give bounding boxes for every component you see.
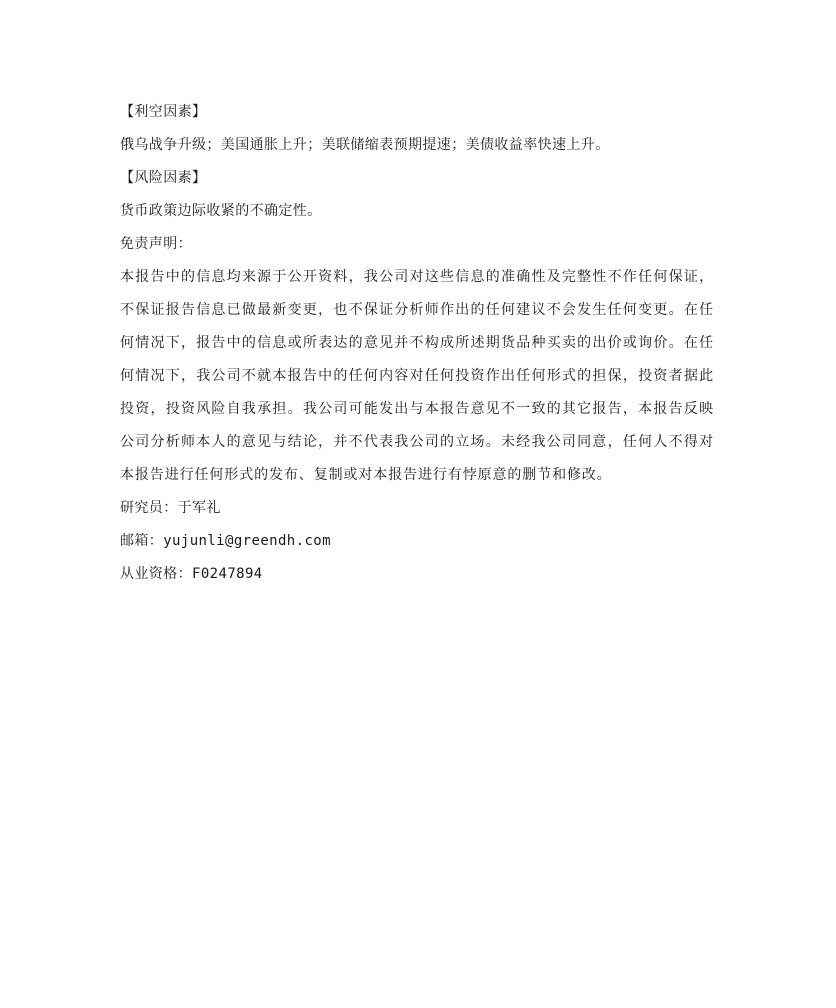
researcher-name: 于军礼: [177, 500, 221, 516]
disclaimer-heading: 免责声明：: [120, 236, 192, 252]
risk-factors-text: 货币政策边际收紧的不确定性。: [120, 203, 322, 219]
email-value: yujunli@greendh.com: [163, 533, 331, 549]
report-footer-content: [120, 96, 720, 591]
researcher-label: 研究员：: [120, 500, 178, 516]
disclaimer-text: 本报告中的信息均来源于公开资料，我公司对这些信息的准确性及完整性不作任何保证，不保证报告信息已做最新变更，也不保证分析师作出的任何建议不会发生任何变更。在任何情况下，报告中的信息或所表达的意见并不构成所述期货品种买卖的出价或询价。在任何情况下，我公司不就本报告中的任何内容对任何投资作出任何形式的担保，投资者据此投资，投资风险自我承担。我公司可能发出与本报告意见不一致的其它报告，本报告反映公司分析师本人的意见与结论，并不代表我公司的立场。未经我公司同意，任何人不得对本报告进行任何形式的发布、复制或对本报告进行有悖原意的删节和修改。: [120, 269, 714, 483]
researcher-line: [120, 492, 720, 525]
risk-factors-heading: 【风险因素】: [120, 170, 207, 186]
qualification-value: F0247894: [192, 566, 263, 582]
qualification-line: [120, 558, 720, 591]
email-line: [120, 525, 720, 558]
bearish-factors-text: 俄乌战争升级；美国通胀上升；美联储缩表预期提速；美债收益率快速上升。: [120, 137, 610, 153]
email-label: 邮箱：: [120, 533, 164, 549]
bearish-factors-heading: 【利空因素】: [120, 104, 207, 120]
qualification-label: 从业资格：: [120, 566, 192, 582]
